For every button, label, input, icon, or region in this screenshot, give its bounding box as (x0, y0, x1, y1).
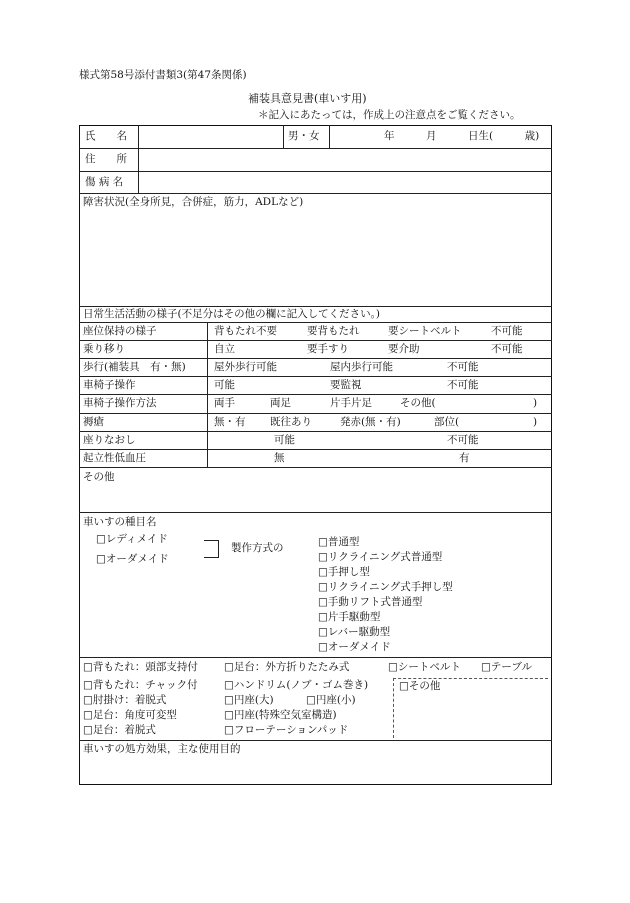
form-title: 補装具意見書(車いす用) (248, 92, 367, 105)
disability-label: 障害状況(全身所見，合併症，筋力，ADLなど) (83, 196, 304, 208)
type-checkbox[interactable]: □リクライニング式手押し型 (318, 581, 453, 593)
other-option-checkbox[interactable]: □その他 (399, 680, 441, 692)
option-checkbox[interactable]: □足台：外方折りたたみ式 (224, 661, 350, 673)
option-checkbox[interactable]: □フローテーションパッド (224, 724, 349, 736)
type-checkbox[interactable]: □オーダメイド (318, 641, 391, 653)
birth-label: 年 月 日生( 歳) (384, 130, 540, 142)
order-made-checkbox[interactable]: □オーダメイド (96, 553, 169, 565)
option-checkbox[interactable]: □足台：角度可変型 (83, 709, 177, 721)
type-checkbox[interactable]: □普通型 (318, 536, 360, 548)
type-checkbox[interactable]: □手押し型 (318, 566, 370, 578)
name-label: 氏 名 (85, 130, 127, 142)
option-checkbox[interactable]: □肘掛け：着脱式 (83, 694, 167, 706)
wheelchair-type-label: 車いすの種目名 (83, 516, 157, 528)
type-checkbox[interactable]: □手動リフト式普通型 (318, 596, 423, 608)
other-label: その他 (83, 471, 115, 483)
daily-section-label: 日常生活活動の様子(不足分はその他の欄に記入してください。) (83, 308, 380, 320)
disease-label: 傷 病 名 (85, 176, 124, 188)
method-label: 製作方式の (231, 542, 284, 554)
sex-label: 男・女 (288, 130, 320, 142)
option-checkbox[interactable]: □背もたれ：頭部支持付 (83, 661, 198, 673)
option-checkbox[interactable]: □円座(小) (306, 694, 356, 706)
seatbelt-checkbox[interactable]: □シートベルト (388, 661, 461, 673)
address-label: 住 所 (85, 153, 127, 165)
table-checkbox[interactable]: □テーブル (481, 661, 532, 673)
effect-label: 車いすの処方効果，主な使用目的 (83, 743, 241, 755)
option-checkbox[interactable]: □円座(特殊空気室構造) (224, 709, 337, 721)
type-checkbox[interactable]: □リクライニング式普通型 (318, 551, 443, 563)
ready-made-checkbox[interactable]: □レディメイド (96, 533, 168, 545)
option-checkbox[interactable]: □ハンドリム(ノブ・ゴム巻き) (224, 679, 369, 691)
bracket-line (204, 540, 219, 558)
form-note: ＊記入にあたっては，作成上の注意点をご覧ください。 (258, 109, 521, 121)
type-checkbox[interactable]: □レバー駆動型 (318, 626, 391, 638)
option-checkbox[interactable]: □円座(大) (224, 694, 274, 706)
type-checkbox[interactable]: □片手駆動型 (318, 611, 381, 623)
option-checkbox[interactable]: □背もたれ：チャック付 (83, 679, 198, 691)
option-checkbox[interactable]: □足台：着脱式 (83, 724, 156, 736)
form-id: 様式第58号添付書類3(第47条関係) (79, 69, 247, 81)
